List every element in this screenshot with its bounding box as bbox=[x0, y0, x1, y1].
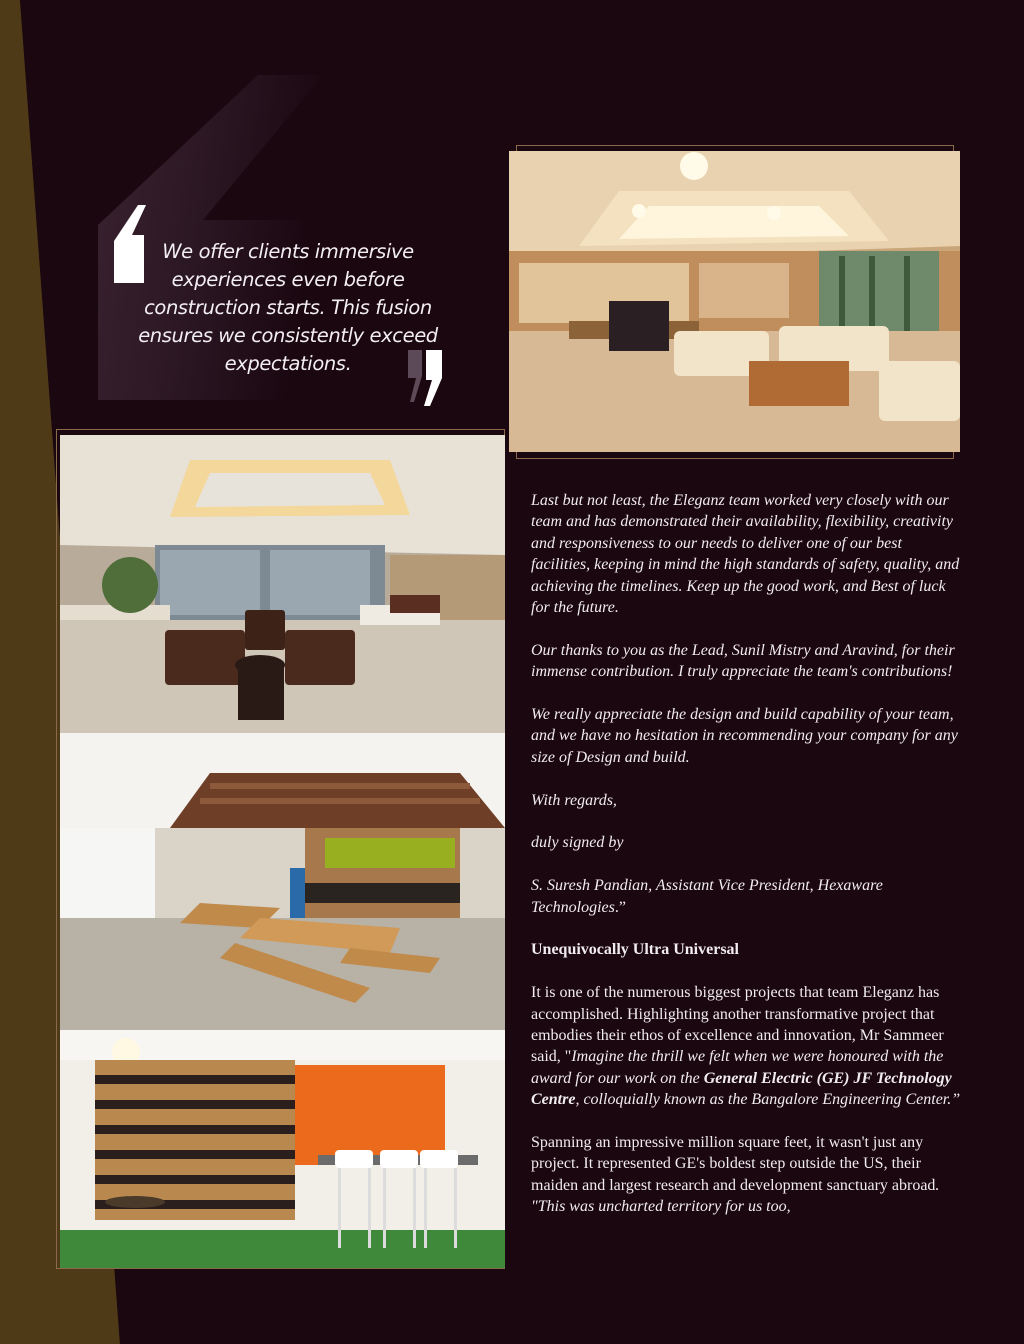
signature-line bbox=[531, 875, 963, 918]
text-run-italic: Imagine the thrill we felt when we were honoured with the award for our work on the bbox=[531, 1048, 944, 1087]
section-heading: Unequivocally Ultra Universal bbox=[531, 941, 739, 959]
pantry-cafe-photo bbox=[60, 733, 505, 1030]
article-body bbox=[531, 490, 963, 1239]
article-paragraph: Our thanks to you as the Lead, Sunil Mistry and Aravind, for their immense contribution. I truly appreciate the team's contributions! bbox=[531, 641, 955, 681]
quote-text: We offer clients immersive experiences even before construction starts. This fusion ensures we consistently exceed expectations. bbox=[138, 240, 438, 375]
text-run-italic: . " bbox=[531, 1176, 940, 1216]
break-area-photo bbox=[60, 1030, 505, 1268]
signature-name: S. Suresh Pandian, Assistant Vice President, Hexaware Technologies bbox=[531, 877, 883, 916]
text-run-italic: This was uncharted territory for us too, bbox=[537, 1198, 791, 1216]
article-paragraph: We really appreciate the design and build capability of your team, and we have no hesitation in recommending your company for any size of Design and build. bbox=[531, 706, 958, 766]
close-quote-icon bbox=[406, 350, 444, 406]
text-run: It is one of the numerous biggest projects that team Eleganz has accomplished. Highlighting another transformative project that embodies their ethos of excellence and innovation, Mr Sammeer said, " bbox=[531, 984, 944, 1066]
article-paragraph: duly signed by bbox=[531, 834, 624, 852]
text-run-italic: , colloquially known as the Bangalore Engineering Center.” bbox=[575, 1091, 961, 1109]
article-paragraph bbox=[531, 982, 963, 1110]
signature-end: .” bbox=[614, 898, 626, 916]
article-paragraph: With regards, bbox=[531, 791, 617, 809]
article-paragraph bbox=[531, 1132, 963, 1218]
text-run-bold-italic: General Electric (GE) JF Technology Centre bbox=[531, 1069, 952, 1109]
conference-lounge-photo bbox=[509, 151, 960, 452]
reception-lounge-photo bbox=[60, 435, 505, 733]
article-paragraph: Last but not least, the Eleganz team worked very closely with our team and has demonstrated their availability, flexibility, creativity and responsiveness to our needs to deliver one of our best facilities, keeping in mind the high standards of safety, quality, and achieving the timelines. Keep up the good work, and Best of luck for the future. bbox=[531, 492, 960, 617]
text-run: Spanning an impressive million square feet, it wasn't just any project. It represented GE's boldest step outside the US, their maiden and largest research and development sanctuary abroad bbox=[531, 1134, 936, 1194]
pull-quote bbox=[98, 75, 443, 400]
